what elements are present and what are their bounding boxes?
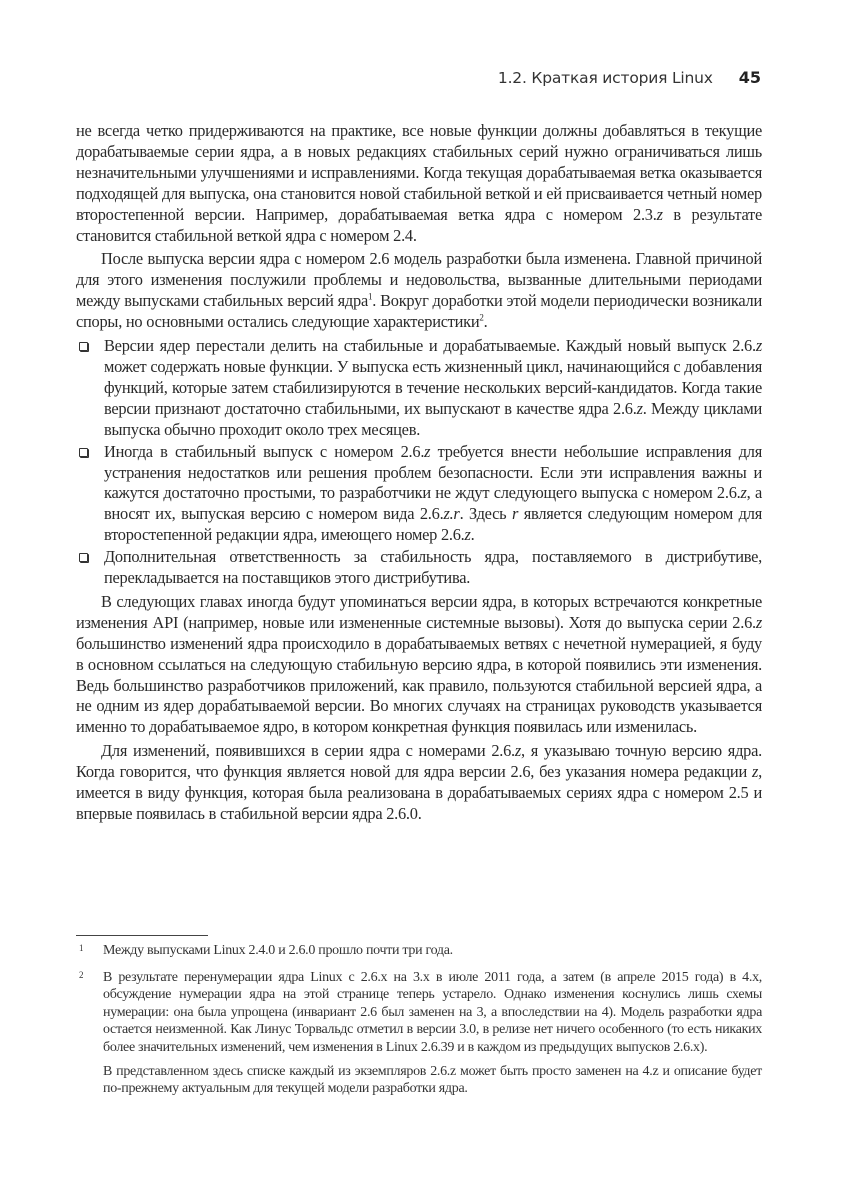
text: После выпуска версии ядра с номером 2.6 модель разработки была изменена. Главной причиной для этого изменения послужили проблемы и недовольства, вызванные длительными периодами между выпусками стабильных версий ядра <box>76 249 762 311</box>
footnote-number: 1 <box>79 943 84 953</box>
italic-text: z <box>636 398 643 418</box>
list-item <box>76 547 762 589</box>
text: , я указываю точную версию ядра. Когда говорится, что функция является новой для ядра версии 2.6, без указания номера редакции <box>76 741 762 782</box>
checkbox-bullet-icon <box>79 342 88 351</box>
bullet-list <box>76 336 762 589</box>
footnote-2 <box>76 969 762 1098</box>
italic-text: z <box>424 441 431 461</box>
text: . Между циклами выпуска обычно проходит около трех месяцев. <box>104 398 763 439</box>
list-item <box>76 336 762 441</box>
text: , а вносят их, выпуская версию с номером вида 2.6. <box>104 483 762 524</box>
text: Версии ядер перестали делить на стабильные и дорабатываемые. Каждый новый выпуск 2.6. <box>104 336 756 356</box>
main-text <box>76 121 762 825</box>
running-header <box>498 68 761 87</box>
text: Иногда в стабильный выпуск с номером 2.6. <box>104 441 425 461</box>
italic-text: z <box>740 483 747 503</box>
text: , имеется в виду функция, которая была реализована в дорабатываемых сериях ядра с номером 2.5 и впервые появилась в стабильной версии ядра 2.6.0. <box>76 762 762 823</box>
italic-text: z <box>755 612 762 632</box>
paragraph-api-changes <box>76 592 762 738</box>
text: не всегда четко придерживаются на практике, все новые функции должны добавляться в текущие дорабатываемые серии ядра, а в новых редакциях стабильных серий нужно ограничиваться лишь незначительными улучшениями и исправлениями. Когда текущая дорабатываемая ветка оказывается подходящей для выпуска, она становится новой стабильной веткой и ей присваивается четный номер второстепенной версии. Например, дорабатываемая ветка ядра с номером 2.3. <box>76 121 762 224</box>
paragraph-model-change <box>76 249 762 333</box>
checkbox-bullet-icon <box>79 448 88 457</box>
text: . <box>470 525 475 545</box>
footnote-text: В результате перенумерации ядра Linux с 2.6.x на 3.x в июле 2011 года, а затем (в апреле 2015 года) в 4.x, обсуждение нумерации ядра на этой странице теперь устарело. Однако изменения коснулись лишь схемы нумерации: она была упрощена (инвариант 2.6 был заменен на 3, а впоследствии на 4). Модель разработки ядра остается неизменной. Как Линус Торвальдс отметил в версии 3.0, в релизе нет ничего особенного (то есть никаких более значительных изменений, чем изменения в Linux 2.6.39 и в каждом из предыдущих выпусков 2.6.x). <box>103 969 762 1055</box>
checkbox-bullet-icon <box>79 553 88 562</box>
footnote-number: 2 <box>79 969 84 980</box>
text: . <box>483 312 488 332</box>
footnote-ref-2[interactable]: 2 <box>479 312 484 323</box>
text: В следующих главах иногда будут упоминаться версии ядра, в которых встречаются конкретные изменения API (например, новые или измененные системные вызовы). Хотя до выпуска серии 2.6. <box>76 591 762 632</box>
italic-text: r <box>512 504 519 524</box>
footnote-text: В представленном здесь списке каждый из экземпляров 2.6.z может быть просто заменен на 4.z и описание будет по-прежнему актуальным для текущей модели разработки ядра. <box>103 1063 762 1097</box>
list-item <box>76 442 762 547</box>
footnote-divider <box>76 935 208 936</box>
page-number: 45 <box>738 68 761 87</box>
italic-text: z.r <box>443 504 460 524</box>
italic-text: z <box>752 762 759 782</box>
text: Для изменений, появившихся в серии ядра с номерами 2.6. <box>101 741 515 761</box>
text: Дополнительная ответственность за стабильность ядра, поставляемого в дистрибутиве, перекладывается на поставщиков этого дистрибутива. <box>104 547 762 588</box>
footnote-text: Между выпусками Linux 2.4.0 и 2.6.0 прошло почти три года. <box>103 943 453 958</box>
italic-text: z <box>755 336 762 356</box>
text: . Вокруг доработки этой модели периодически возникали споры, но основными остались следующие характеристики <box>76 291 762 332</box>
section-title: 1.2. Краткая история Linux <box>497 69 713 87</box>
footnotes <box>76 942 762 1107</box>
text: является следующим номером для второстепенной редакции ядра, имеющего номер 2.6. <box>104 504 762 545</box>
italic-text: z <box>656 204 663 224</box>
italic-text: z <box>464 525 471 545</box>
text: . Здесь <box>459 504 512 524</box>
footnote-1 <box>76 942 762 960</box>
footnote-ref-1[interactable]: 1 <box>368 291 373 302</box>
text: в результате становится стабильной веткой ядра с номером 2.4. <box>76 204 762 245</box>
paragraph-continued <box>76 121 762 246</box>
text: требуется внести небольшие исправления для устранения недостатков или решения проблем безопасности. Если эти исправления важны и кажутся достаточно простыми, то разработчики не ждут следующего выпуска с номером 2.6. <box>104 441 762 503</box>
text: может содержать новые функции. У выпуска есть жизненный цикл, начинающийся с добавления функций, которые затем стабилизируются в течение нескольких версий-кандидатов. Когда такие версии признают достаточно стабильными, их выпускают в качестве ядра 2.6. <box>104 356 762 418</box>
italic-text: z <box>514 741 522 761</box>
text: большинство изменений ядра происходило в дорабатываемых ветвях с нечетной нумерацией, я буду в основном ссылаться на следующую стабильную версию ядра, в которой появились эти изменения. Ведь большинство разработчиков приложений, как правило, пользуются стабильной версией ядра, а не одним из ядер дорабатываемой версии. Во многих случаях на страницах руководств указывается именно то дорабатываемое ядро, в котором конкретная функция появилась или изменилась. <box>76 633 762 737</box>
paragraph-version-notation <box>76 741 762 825</box>
